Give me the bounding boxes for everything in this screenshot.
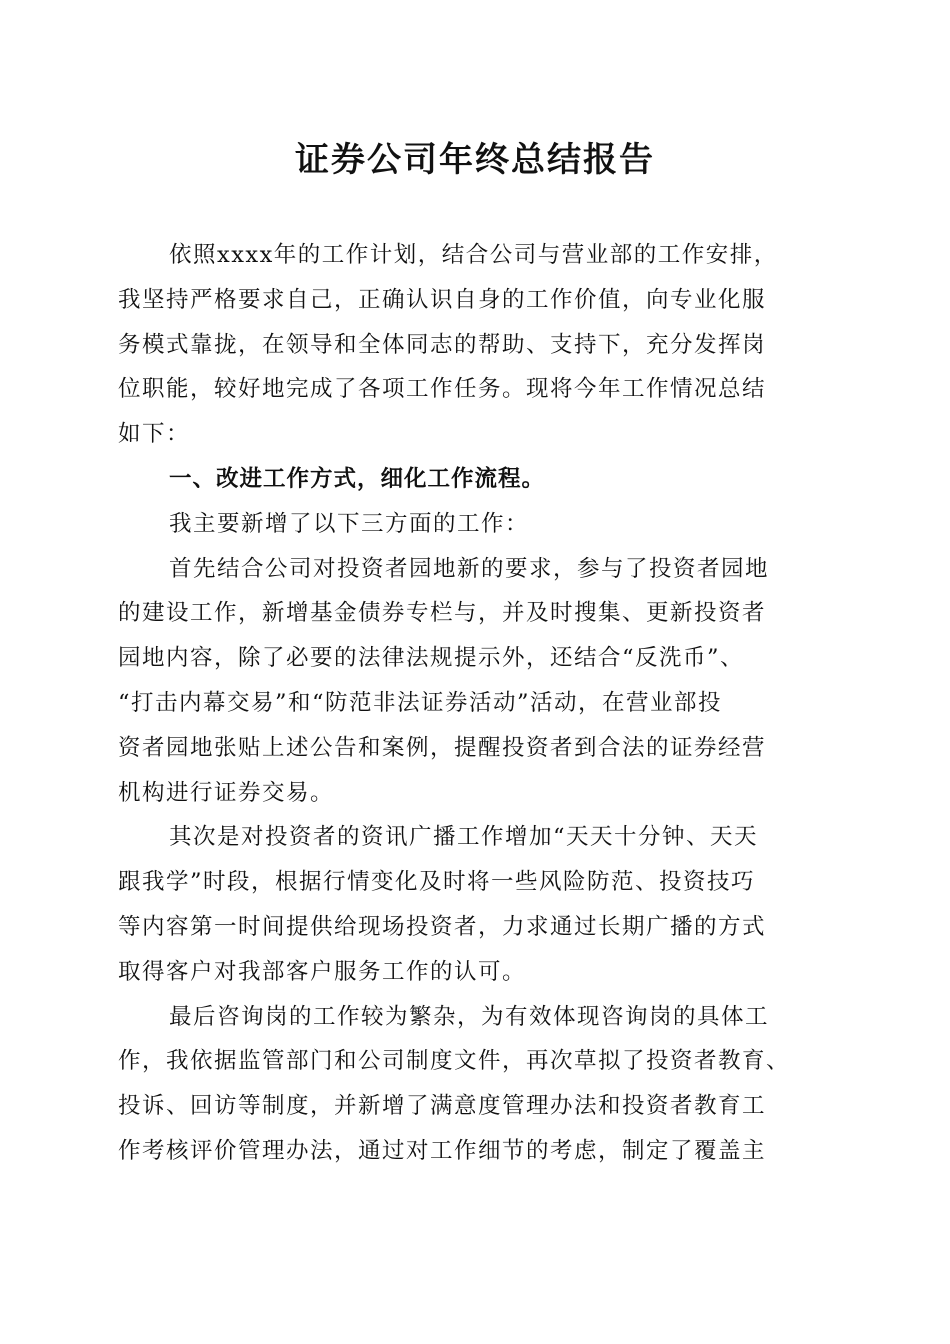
text-line: 其次是对投资者的资讯广播工作增加“天天十分钟、天天 bbox=[169, 824, 759, 851]
text-line: 资者园地张贴上述公告和案例，提醒投资者到合法的证券经营 bbox=[118, 734, 767, 761]
text-line: 园地内容，除了必要的法律法规提示外，还结合“反洗币”、 bbox=[118, 645, 745, 672]
document-title: 证券公司年终总结报告 bbox=[295, 140, 655, 180]
text-line: 如下： bbox=[118, 421, 191, 448]
text-line: 取得客户对我部客户服务工作的认可。 bbox=[118, 958, 527, 985]
text-line: 位职能，较好地完成了各项工作任务。现将今年工作情况总结 bbox=[118, 376, 767, 403]
paragraph bbox=[118, 815, 828, 994]
document-body bbox=[118, 233, 828, 1174]
text-line: 务模式靠拢，在领导和全体同志的帮助、支持下，充分发挥岗 bbox=[118, 331, 767, 358]
paragraph bbox=[118, 547, 828, 816]
text-line: 最后咨询岗的工作较为繁杂，为有效体现咨询岗的具体工 bbox=[169, 1003, 770, 1030]
paragraph bbox=[118, 233, 828, 457]
text-line: 作考核评价管理办法，通过对工作细节的考虑，制定了覆盖主 bbox=[118, 1137, 767, 1164]
paragraph bbox=[118, 502, 828, 547]
text-line: 投诉、回访等制度，并新增了满意度管理办法和投资者教育工 bbox=[118, 1093, 767, 1120]
text-line: 我主要新增了以下三方面的工作： bbox=[169, 510, 530, 537]
text-line: 等内容第一时间提供给现场投资者，力求通过长期广播的方式 bbox=[118, 913, 767, 940]
text-line: 的建设工作，新增基金债券专栏与，并及时搜集、更新投资者 bbox=[118, 600, 767, 627]
section-heading bbox=[118, 457, 828, 502]
text-line: 跟我学”时段，根据行情变化及时将一些风险防范、投资技巧 bbox=[118, 869, 756, 896]
text-line: 我坚持严格要求自己，正确认识自身的工作价值，向专业化服 bbox=[118, 286, 767, 313]
text-line: 作，我依据监管部门和公司制度文件，再次草拟了投资者教育、 bbox=[118, 1048, 791, 1075]
text-line: 首先结合公司对投资者园地新的要求，参与了投资者园地 bbox=[169, 555, 770, 582]
paragraph bbox=[118, 995, 828, 1174]
text-line: 一、改进工作方式，细化工作流程。 bbox=[169, 465, 546, 492]
text-line: “打击内幕交易”和“防范非法证券活动”活动，在营业部投 bbox=[118, 689, 723, 716]
text-line: 机构进行证券交易。 bbox=[118, 779, 335, 806]
text-line: 依照xxxx年的工作计划，结合公司与营业部的工作安排， bbox=[169, 242, 778, 268]
